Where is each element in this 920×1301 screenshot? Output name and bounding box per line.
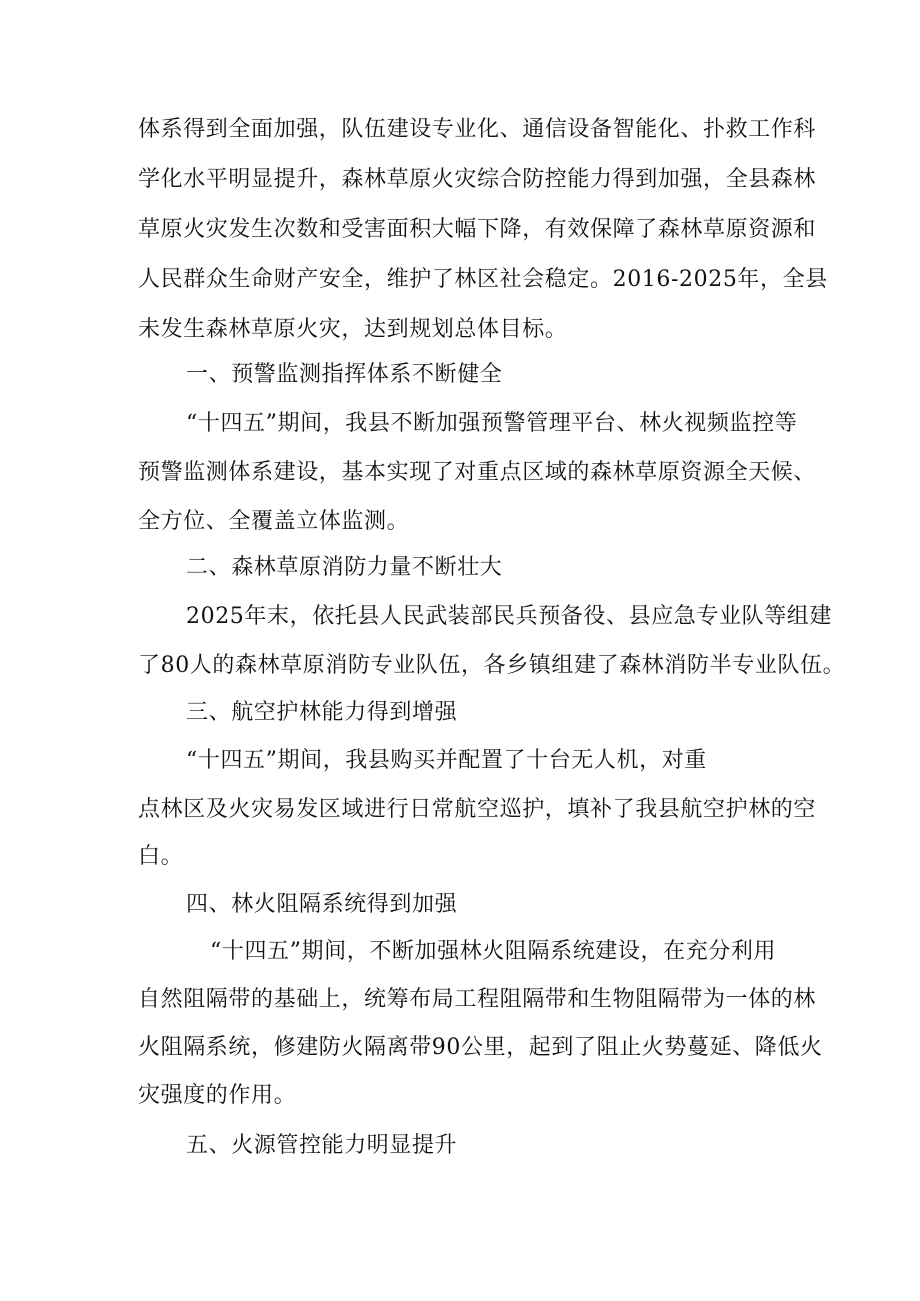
text-line: 灾强度的作用。: [138, 1083, 297, 1108]
text-line: 人民群众生命财产安全，维护了林区社会稳定。2016-2025年，全县: [138, 267, 828, 292]
text-line: 体系得到全面加强，队伍建设专业化、通信设备智能化、扑救工作科: [138, 117, 817, 142]
text-line: 草原火灾发生次数和受害面积大幅下降，有效保障了森林草原资源和: [138, 217, 817, 242]
text-line: 火阻隔系统，修建防火隔离带90公里，起到了阻止火势蔓延、降低火: [138, 1035, 823, 1060]
text-line: 点林区及火灾易发区域进行日常航空巡护，填补了我县航空护林的空: [138, 797, 817, 822]
text-line: “十四五”期间，我县购买并配置了十台无人机，对重: [186, 748, 707, 773]
text-line: 全方位、全覆盖立体监测。: [138, 509, 410, 534]
text-line: 2025年末，依托县人民武装部民兵预备役、县应急专业队等组建: [186, 604, 832, 629]
section-heading: 四、林火阻隔系统得到加强: [186, 892, 458, 917]
text-line: 了80人的森林草原消防专业队伍，各乡镇组建了森林消防半专业队伍。: [138, 653, 846, 678]
section-heading: 三、航空护林能力得到增强: [186, 700, 458, 725]
text-line: 预警监测体系建设，基本实现了对重点区域的森林草原资源全天候、: [138, 460, 817, 485]
section-heading: 二、森林草原消防力量不断壮大: [186, 555, 503, 580]
text-line: 白。: [138, 844, 184, 869]
text-line: “十四五”期间，我县不断加强预警管理平台、林火视频监控等: [186, 411, 798, 436]
text-line: 自然阻隔带的基础上，统筹布局工程阻隔带和生物阻隔带为一体的林: [138, 987, 817, 1012]
text-line: 学化水平明显提升，森林草原火灾综合防控能力得到加强，全县森林: [138, 167, 817, 192]
text-line: “十四五”期间，不断加强林火阻隔系统建设，在充分利用: [210, 939, 777, 964]
section-heading: 一、预警监测指挥体系不断健全: [186, 362, 503, 387]
text-line: 未发生森林草原火灾，达到规划总体目标。: [138, 317, 568, 342]
section-heading: 五、火源管控能力明显提升: [186, 1133, 458, 1158]
